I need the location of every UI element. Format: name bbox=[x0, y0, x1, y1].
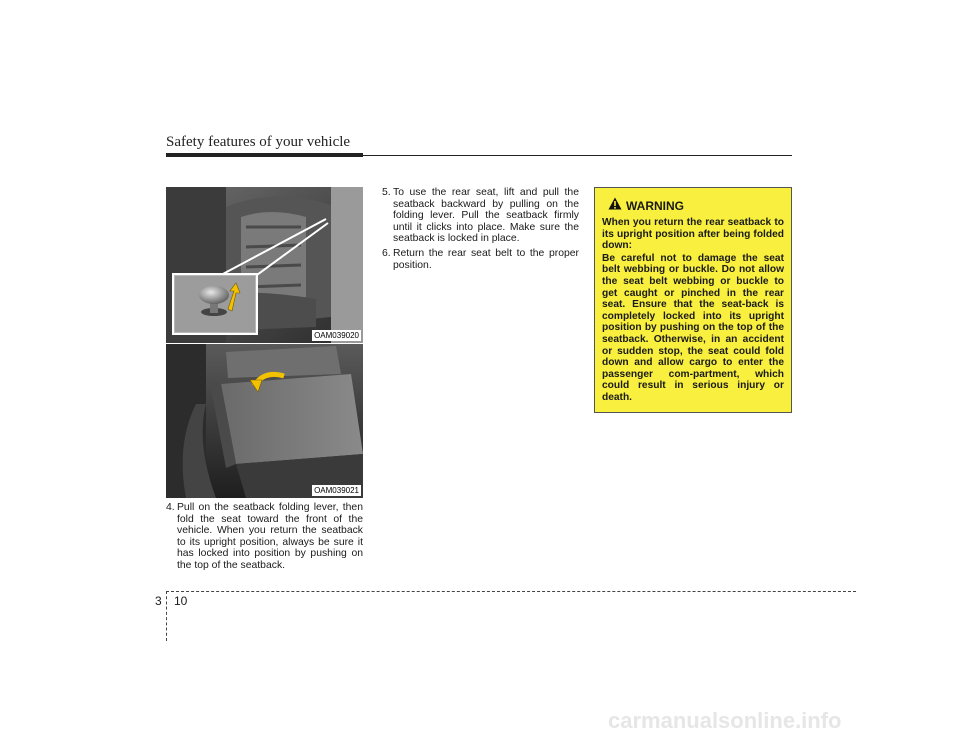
step-number: 5. bbox=[382, 187, 391, 198]
page-number: 10 bbox=[174, 594, 188, 608]
folded-seatback-photo bbox=[166, 344, 363, 498]
step-4 bbox=[166, 502, 363, 572]
step-text: Return the rear seat belt to the proper position. bbox=[393, 248, 579, 271]
warning-header bbox=[602, 197, 784, 215]
figure-code: OAM039020 bbox=[314, 331, 359, 340]
folded-seatback-illustration bbox=[166, 344, 363, 498]
step-text: Pull on the seatback folding lever, then fold the seat toward the front of the vehicle. When you return the seatback to its upright position, always be sure it has locked into position by pushing on the top of the seatback. bbox=[177, 502, 363, 571]
step-number: 6. bbox=[382, 248, 391, 259]
chapter-number: 3 bbox=[155, 594, 162, 608]
section-title-underline bbox=[166, 153, 363, 157]
rear-seat-lever-photo bbox=[166, 187, 363, 343]
warning-body: Be careful not to damage the seat belt webbing or buckle. Do not allow the seat belt webbing or buckle to get caught or pinched in the rear seat. Ensure that the seat-back is completely locked into its upright position by pushing on the top of the seatback. Otherwise, in an accident or sudden stop, the seat could fold down and allow cargo to enter the passenger com-partment, which could result in serious injury or death. bbox=[602, 252, 784, 403]
header-rule bbox=[363, 155, 792, 156]
warning-title: WARNING bbox=[626, 199, 684, 213]
warning-box bbox=[594, 187, 792, 413]
footer-rule bbox=[166, 591, 856, 592]
warning-lead: When you return the rear seatback to its upright position after being folded down: bbox=[602, 217, 784, 252]
warning-triangle-icon bbox=[608, 197, 622, 215]
step-text: To use the rear seat, lift and pull the seatback backward by pulling on the folding lever. Pull the seatback firmly until it clicks into place. Make sure the seatback is locked in place. bbox=[393, 187, 579, 245]
watermark: carmanualsonline.info bbox=[608, 708, 842, 733]
section-title: Safety features of your vehicle bbox=[166, 134, 351, 150]
step-5 bbox=[382, 187, 579, 245]
step-6 bbox=[382, 248, 579, 271]
footer-vertical-rule bbox=[166, 591, 167, 641]
rear-seat-lever-illustration bbox=[166, 187, 363, 343]
step-number: 4. bbox=[166, 502, 175, 513]
figure-code: OAM039021 bbox=[314, 486, 359, 495]
